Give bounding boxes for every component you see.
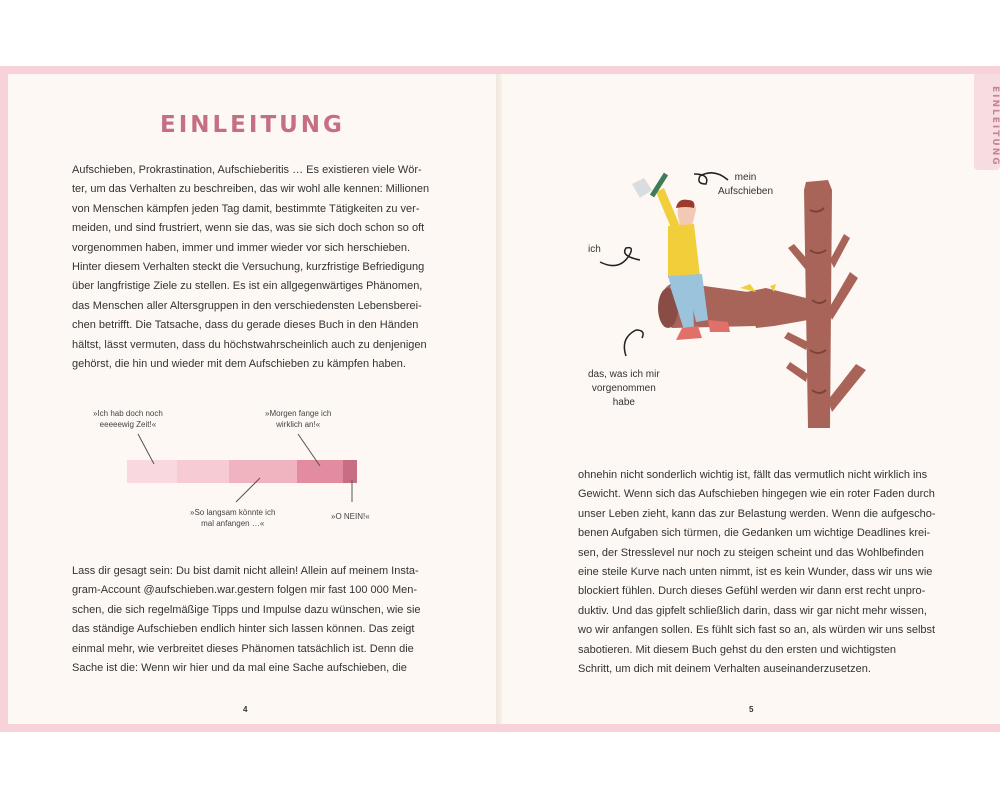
axe-blade bbox=[632, 178, 652, 198]
quote-line: wirklich an!« bbox=[276, 420, 321, 429]
chapter-tab-box bbox=[974, 74, 1000, 170]
label-mein-aufschieben bbox=[718, 171, 773, 199]
person-arm bbox=[656, 188, 680, 230]
tree-branch bbox=[828, 364, 866, 412]
tree-branch bbox=[786, 362, 808, 382]
text-line: Gewicht. Wenn sich das Aufschieben hingegen wie ein roter Faden durch bbox=[578, 488, 935, 501]
text-line: sen, der Stresslevel nur noch zu steigen scheint und das Wohlbefinden bbox=[578, 546, 924, 559]
text-line: das Menschen aller Altersgruppen in den verschiedensten Lebensberei- bbox=[72, 299, 422, 312]
text-line: meiden, und sind frustriert, wenn sie das, was sie sich doch schon so oft bbox=[72, 222, 425, 235]
text-line: schen, die sich regelmäßige Tipps und Impulse dazu wünschen, wie sie bbox=[72, 603, 421, 616]
tree-branch bbox=[830, 234, 850, 268]
chapter-tab-label: EINLEITUNG bbox=[990, 86, 1000, 167]
timeline-quote-4 bbox=[331, 511, 370, 522]
quote-line: »Ich hab doch noch bbox=[93, 409, 163, 418]
chapter-title: EINLEITUNG bbox=[160, 112, 345, 138]
tree-branch bbox=[784, 332, 808, 350]
label-ich bbox=[588, 243, 601, 257]
text-line: sabotieren. Mit diesem Buch gehst du den ersten und wichtigsten bbox=[578, 643, 896, 656]
paragraph-left-2 bbox=[72, 562, 422, 678]
text-line: chen betrifft. Die Tatsache, dass du gerade dieses Buch in den Händen bbox=[72, 319, 419, 332]
text-line: gram-Account @aufschieben.war.gestern folgen mir fast 100 000 Men- bbox=[72, 584, 418, 597]
paragraph-left-1 bbox=[72, 161, 430, 374]
text-line: von Menschen kämpfen jeden Tag damit, bestimmte Tätigkeiten zu ver- bbox=[72, 202, 420, 215]
text-line: Lass dir gesagt sein: Du bist damit nicht allein! Allein auf meinem Insta- bbox=[72, 565, 419, 577]
text-line: das ständige Aufschieben endlich hinter sich lassen können. Das zeigt bbox=[72, 623, 415, 636]
label-line: Aufschieben bbox=[718, 186, 774, 197]
quote-line: »O NEIN!« bbox=[331, 512, 370, 521]
chapter-tab bbox=[970, 74, 1000, 724]
paragraph-right-1 bbox=[578, 466, 936, 679]
label-line: vorgenommen bbox=[591, 383, 656, 394]
person-shoe bbox=[676, 326, 702, 340]
arrow-left bbox=[600, 248, 640, 266]
text-line: hältst, lässt vermuten, dass du höchstwahrscheinlich auch zu denjenigen bbox=[72, 338, 427, 351]
label-line: mein bbox=[734, 172, 757, 183]
quote-line: eeeeewig Zeit!« bbox=[99, 420, 157, 429]
text-line: wo wir anfangen sollen. Es fühlt sich fast so an, als würden wir uns selbst bbox=[578, 624, 936, 637]
text-line: ohnehin nicht sonderlich wichtig ist, fällt das vermutlich nicht wirklich ins bbox=[578, 469, 928, 481]
quote-line: mal anfangen …« bbox=[201, 519, 265, 528]
quote-line: »Morgen fange ich bbox=[265, 409, 332, 418]
tree-branch bbox=[828, 272, 858, 320]
label-line: das, was ich mir bbox=[588, 369, 660, 380]
text-line: Hinter diesem Verhalten steckt die Versuchung, kurzfristige Befriedigung bbox=[72, 261, 425, 274]
timeline-quote-3 bbox=[190, 507, 275, 529]
page-number-left: 4 bbox=[243, 705, 248, 714]
text-line: unser Leben zieht, kann das zur Belastung werden. Wenn die aufgescho- bbox=[578, 507, 936, 520]
text-line: einmal mehr, wie verbreitet dieses Phänomen tatsächlich ist. Denn die bbox=[72, 642, 414, 655]
timeline-quote-1 bbox=[93, 408, 163, 430]
branch-stub bbox=[746, 288, 808, 328]
pointer-line bbox=[138, 434, 154, 464]
page-number-right: 5 bbox=[749, 705, 754, 714]
quote-line: »So langsam könnte ich bbox=[190, 508, 276, 517]
text-line: gehörst, die hin und wieder mit dem Aufschieben zu kämpfen haben. bbox=[72, 358, 406, 371]
label-line: ich bbox=[588, 244, 601, 255]
text-line: über langfristige Ziele zu stellen. Es ist ein allgegenwärtiges Phänomen, bbox=[72, 280, 423, 293]
pointer-line bbox=[236, 478, 260, 502]
label-line: habe bbox=[612, 397, 635, 408]
person-hair bbox=[676, 200, 694, 208]
tree-trunk bbox=[804, 180, 832, 428]
person-shirt bbox=[668, 224, 700, 278]
text-line: vorgenommen haben, immer und immer wieder vor sich herschieben. bbox=[72, 241, 411, 254]
text-line: duktiv. Und das gipfelt schließlich darin, dass wir gar nicht mehr wissen, bbox=[578, 604, 927, 617]
timeline-quote-2 bbox=[265, 408, 331, 430]
text-line: blockiert fühlen. Durch dieses Gefühl werden wir dann erst recht unpro- bbox=[578, 585, 926, 598]
text-line: benen Aufgaben sich türmen, die Gedanken um wichtige Deadlines krei- bbox=[578, 527, 931, 540]
text-line: Schritt, um dich mit deinem Verhalten auseinanderzusetzen. bbox=[578, 663, 871, 676]
text-line: ter, um das Verhalten zu beschreiben, das wir wohl alle kennen: Millionen bbox=[72, 183, 430, 196]
text-line: eine steile Kurve nach unten nimmt, ist es kein Wunder, dass wir uns wie bbox=[578, 566, 933, 579]
text-line: Aufschieben, Prokrastination, Aufschieberitis … Es existieren viele Wör- bbox=[72, 164, 422, 176]
label-vorgenommen bbox=[588, 368, 660, 410]
pointer-line bbox=[298, 434, 320, 466]
arrow-bottom bbox=[624, 330, 643, 356]
text-line: Sache ist die: Wenn wir hier und da mal eine Sache aufschieben, die bbox=[72, 662, 407, 675]
